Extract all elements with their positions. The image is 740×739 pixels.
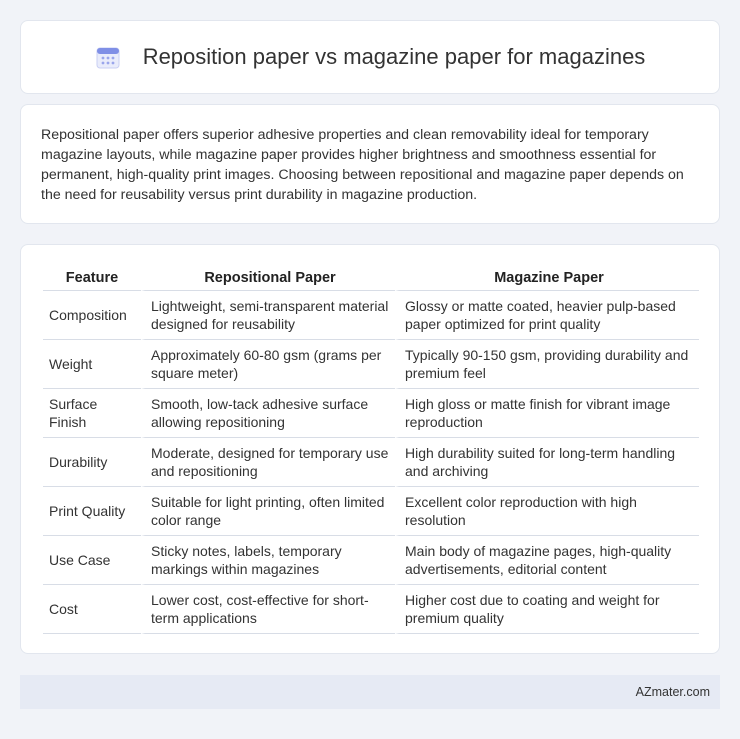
repositional-cell: Smooth, low-tack adhesive surface allowing repositioning [141,389,395,438]
page-title: Reposition paper vs magazine paper for magazines [142,44,646,69]
repositional-cell: Suitable for light printing, often limited color range [141,487,395,536]
table-row [43,536,699,585]
column-header-magazine: Magazine Paper [395,263,699,291]
footer-brand: AZmater.com [635,685,710,699]
calendar-icon [95,44,121,70]
column-header-repositional: Repositional Paper [141,263,395,291]
summary-text: Repositional paper offers superior adhesive properties and clean removability ideal for temporary magazine layouts, while magazine paper provides higher brightness and smoothness essential for permanent, high-quality print images. Choosing between repositional and magazine paper depends on the need for reusability versus print durability in magazine production. [41,127,684,203]
repositional-cell: Sticky notes, labels, temporary markings within magazines [141,536,395,585]
title-card [20,20,720,94]
feature-cell: Composition [43,291,141,340]
feature-cell: Surface Finish [43,389,141,438]
feature-cell: Use Case [43,536,141,585]
table-row [43,291,699,340]
magazine-cell: High durability suited for long-term handling and archiving [395,438,699,487]
magazine-cell: Typically 90-150 gsm, providing durability and premium feel [395,340,699,389]
magazine-cell: High gloss or matte finish for vibrant image reproduction [395,389,699,438]
feature-cell: Print Quality [43,487,141,536]
magazine-cell: Higher cost due to coating and weight for premium quality [395,585,699,634]
magazine-cell: Glossy or matte coated, heavier pulp-based paper optimized for print quality [395,291,699,340]
feature-cell: Durability [43,438,141,487]
table-row [43,585,699,634]
magazine-cell: Excellent color reproduction with high resolution [395,487,699,536]
table-header-row [43,263,699,291]
comparison-table-card [20,244,720,654]
table-row [43,340,699,389]
feature-cell: Cost [43,585,141,634]
column-header-feature: Feature [43,263,141,291]
magazine-cell: Main body of magazine pages, high-quality advertisements, editorial content [395,536,699,585]
feature-cell: Weight [43,340,141,389]
repositional-cell: Lower cost, cost-effective for short-term applications [141,585,395,634]
repositional-cell: Approximately 60-80 gsm (grams per square meter) [141,340,395,389]
table-row [43,487,699,536]
comparison-table [43,263,699,634]
repositional-cell: Moderate, designed for temporary use and repositioning [141,438,395,487]
summary-card [20,104,720,224]
table-row [43,389,699,438]
table-row [43,438,699,487]
footer [20,675,720,709]
repositional-cell: Lightweight, semi-transparent material designed for reusability [141,291,395,340]
